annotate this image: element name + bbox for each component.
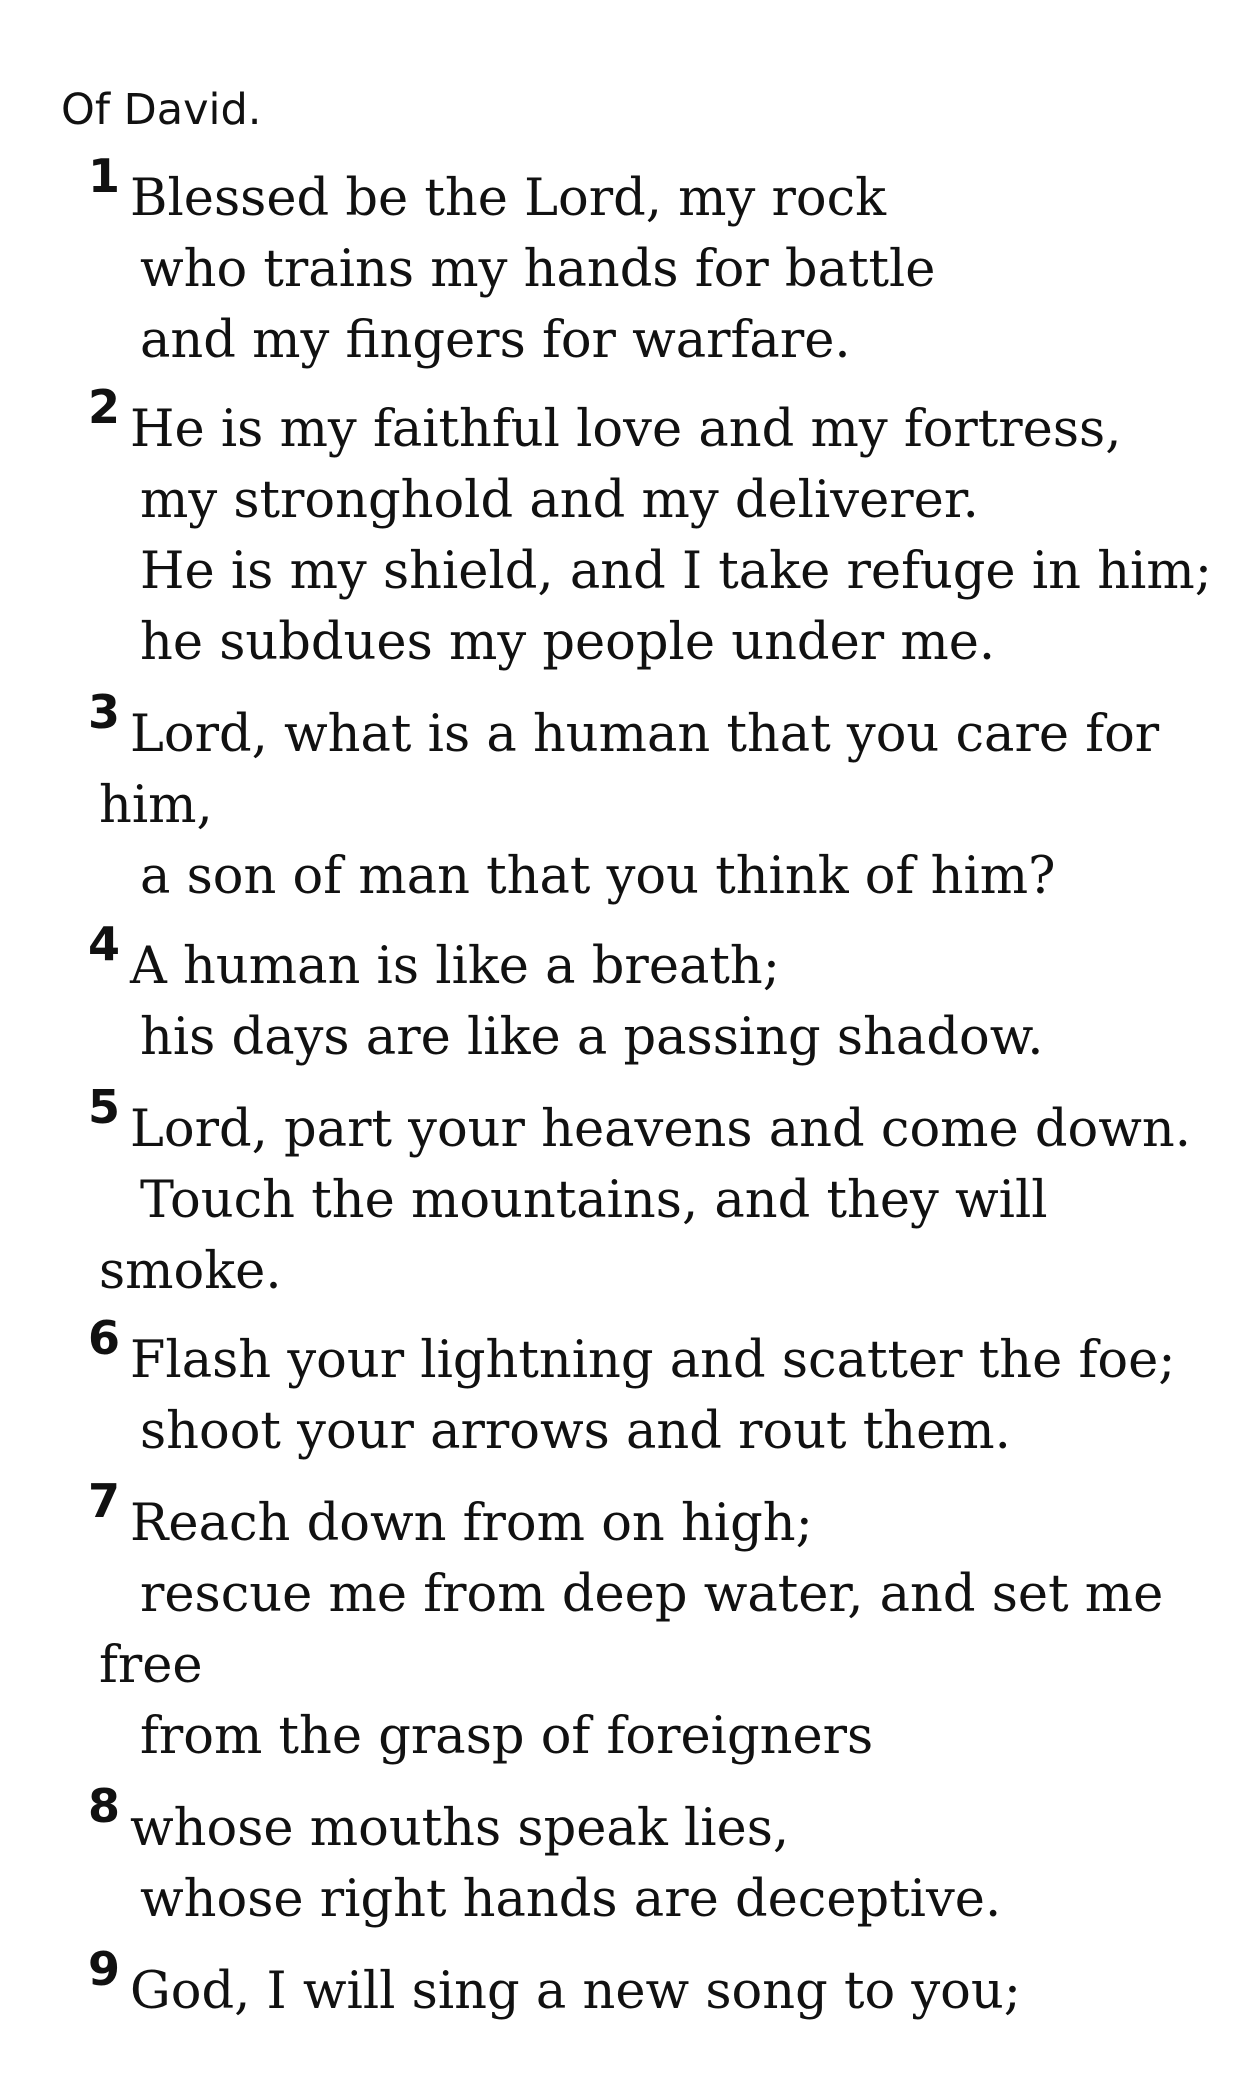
verse-line: Reach down from on high; [130,1494,813,1553]
verse-number: 3 [88,685,121,739]
verse-line: he subdues my people under me. [140,613,996,672]
verse-line: God, I will sing a new song to you; [130,1962,1021,2021]
verse-line: Lord, part your heavens and come down. [130,1100,1191,1159]
verse-line: who trains my hands for battle [140,240,936,299]
verse-line: smoke. [99,1242,282,1301]
verse-line: Flash your lightning and scatter the foe; [130,1331,1176,1390]
verse-line: Lord, what is a human that you care for [130,705,1160,764]
verse-number: 5 [88,1080,121,1134]
verse-number: 9 [88,1942,121,1996]
verse-number: 7 [88,1474,121,1528]
verse-line: whose mouths speak lies, [130,1799,790,1858]
superscription: Of David. [61,85,262,135]
verse-line: him, [99,776,213,835]
verse-line: Touch the mountains, and they will [140,1171,1048,1230]
verse-line: A human is like a breath; [130,937,780,996]
verse-line: his days are like a passing shadow. [140,1008,1044,1067]
verse-number: 4 [88,917,121,971]
verse-number: 2 [88,380,121,434]
verse-number: 6 [88,1311,121,1365]
verse-line: whose right hands are deceptive. [140,1870,1002,1929]
verse-number: 1 [88,149,121,203]
verse-line: my stronghold and my deliverer. [140,471,979,530]
verse-line: He is my shield, and I take refuge in him; [140,542,1212,601]
verse-line: He is my faithful love and my fortress, [130,400,1122,459]
verse-line: from the grasp of foreigners [140,1707,874,1766]
verse-line: Blessed be the Lord, my rock [130,169,887,228]
verse-line: a son of man that you think of him? [140,847,1056,906]
verse-line: free [99,1636,203,1695]
verse-number: 8 [88,1779,121,1833]
verse-line: rescue me from deep water, and set me [140,1565,1164,1624]
verse-line: and my fingers for warfare. [140,311,851,370]
verse-line: shoot your arrows and rout them. [140,1402,1011,1461]
